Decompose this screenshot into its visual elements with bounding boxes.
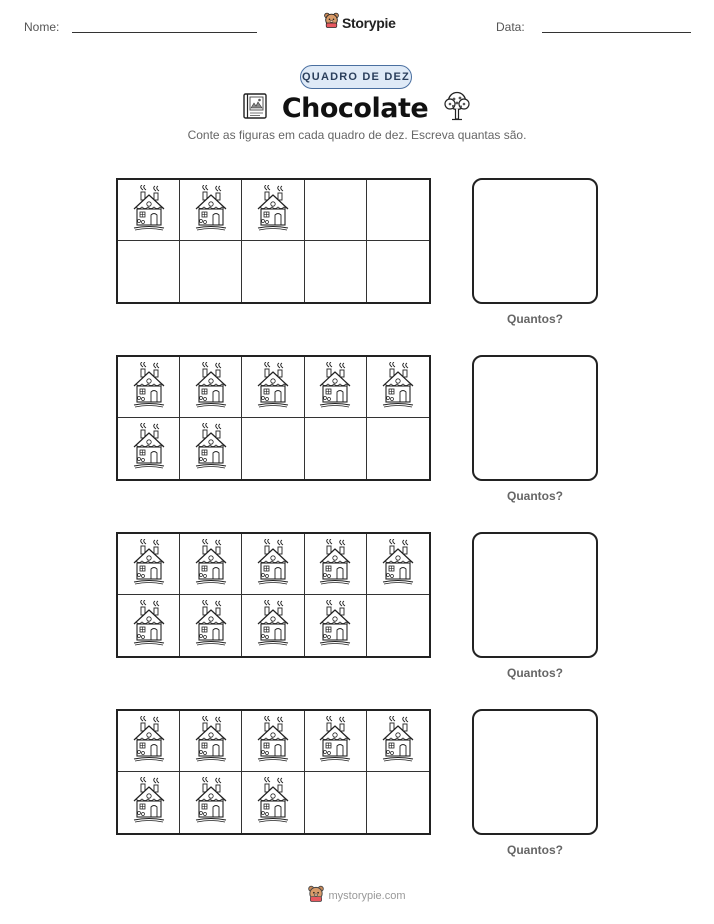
ten-frame-cell xyxy=(180,595,242,656)
gingerbread-house-icon xyxy=(131,185,167,236)
ten-frame-cell xyxy=(367,772,429,833)
gingerbread-house-icon xyxy=(131,362,167,413)
ten-frame-cell xyxy=(180,772,242,833)
ten-frame-cell xyxy=(118,534,180,595)
gingerbread-house-icon xyxy=(131,423,167,474)
ten-frame-cell xyxy=(242,357,304,418)
answer-label: Quantos? xyxy=(507,312,563,326)
footer-url: mystorypie.com xyxy=(328,890,406,902)
answer-box[interactable] xyxy=(472,532,598,658)
name-line[interactable] xyxy=(72,32,257,33)
worksheet-type-badge: QUADRO DE DEZ xyxy=(300,65,412,89)
answer-box[interactable] xyxy=(472,709,598,835)
ten-frame-cell xyxy=(242,418,304,479)
gingerbread-house-icon xyxy=(317,716,353,767)
ten-frame-cell xyxy=(118,241,180,302)
ten-frame xyxy=(116,532,431,658)
gingerbread-house-icon xyxy=(255,716,291,767)
ten-frame-cell xyxy=(118,180,180,241)
gingerbread-house-icon xyxy=(255,362,291,413)
gingerbread-house-icon xyxy=(131,600,167,651)
ten-frame-cell xyxy=(118,357,180,418)
date-label: Data: xyxy=(496,20,525,34)
gingerbread-house-icon xyxy=(193,362,229,413)
book-icon xyxy=(242,92,268,125)
gingerbread-house-icon xyxy=(255,600,291,651)
gingerbread-house-icon xyxy=(193,777,229,828)
gingerbread-house-icon xyxy=(131,716,167,767)
brand-name: Storypie xyxy=(342,14,396,31)
answer-label: Quantos? xyxy=(507,666,563,680)
gingerbread-house-icon xyxy=(193,185,229,236)
ten-frame-cell xyxy=(305,772,367,833)
ten-frame-cell xyxy=(180,180,242,241)
worksheet-header xyxy=(0,0,714,50)
ten-frame-cell xyxy=(367,711,429,772)
ten-frame-cell xyxy=(305,595,367,656)
gingerbread-house-icon xyxy=(255,539,291,590)
bear-mascot-icon xyxy=(324,12,339,33)
gingerbread-house-icon xyxy=(380,362,416,413)
ten-frame-cell xyxy=(367,595,429,656)
gingerbread-house-icon xyxy=(193,600,229,651)
gingerbread-house-icon xyxy=(193,716,229,767)
ten-frame-cell xyxy=(305,534,367,595)
ten-frame-cell xyxy=(180,534,242,595)
ten-frame-cell xyxy=(242,241,304,302)
gingerbread-house-icon xyxy=(317,539,353,590)
gingerbread-house-icon xyxy=(380,539,416,590)
ten-frame xyxy=(116,178,431,304)
answer-label: Quantos? xyxy=(507,843,563,857)
gingerbread-house-icon xyxy=(317,600,353,651)
footer xyxy=(0,885,714,907)
gingerbread-house-icon xyxy=(255,185,291,236)
date-line[interactable] xyxy=(542,32,691,33)
ten-frame-cell xyxy=(180,711,242,772)
title-row xyxy=(0,90,714,126)
answer-label: Quantos? xyxy=(507,489,563,503)
answer-box[interactable] xyxy=(472,178,598,304)
ten-frame-cell xyxy=(367,418,429,479)
gingerbread-house-icon xyxy=(193,539,229,590)
ten-frame-cell xyxy=(367,357,429,418)
ten-frame xyxy=(116,355,431,481)
ten-frame-cell xyxy=(242,595,304,656)
name-label: Nome: xyxy=(24,20,60,34)
gingerbread-house-icon xyxy=(131,539,167,590)
ten-frame-cell xyxy=(242,711,304,772)
brand-logo xyxy=(324,12,396,33)
ten-frame-cell xyxy=(367,241,429,302)
ten-frame-cell xyxy=(305,357,367,418)
bear-mascot-icon xyxy=(308,885,324,907)
ten-frame-cell xyxy=(118,595,180,656)
ten-frame-cell xyxy=(242,772,304,833)
ten-frame-cell xyxy=(305,180,367,241)
instructions: Conte as figuras em cada quadro de dez. Escreva quantas são. xyxy=(187,128,527,142)
ten-frame-cell xyxy=(180,418,242,479)
answer-box[interactable] xyxy=(472,355,598,481)
ten-frame-cell xyxy=(118,772,180,833)
cacao-tree-icon xyxy=(442,91,472,126)
gingerbread-house-icon xyxy=(380,716,416,767)
gingerbread-house-icon xyxy=(193,423,229,474)
ten-frame-cell xyxy=(242,534,304,595)
ten-frame-cell xyxy=(367,180,429,241)
ten-frame-cell xyxy=(305,241,367,302)
ten-frame-cell xyxy=(118,418,180,479)
ten-frame-cell xyxy=(118,711,180,772)
page-title: Chocolate xyxy=(281,92,429,124)
ten-frame-cell xyxy=(305,418,367,479)
ten-frame-cell xyxy=(367,534,429,595)
gingerbread-house-icon xyxy=(317,362,353,413)
ten-frame-cell xyxy=(305,711,367,772)
gingerbread-house-icon xyxy=(131,777,167,828)
ten-frame-cell xyxy=(242,180,304,241)
ten-frame-cell xyxy=(180,241,242,302)
gingerbread-house-icon xyxy=(255,777,291,828)
ten-frame xyxy=(116,709,431,835)
ten-frame-cell xyxy=(180,357,242,418)
